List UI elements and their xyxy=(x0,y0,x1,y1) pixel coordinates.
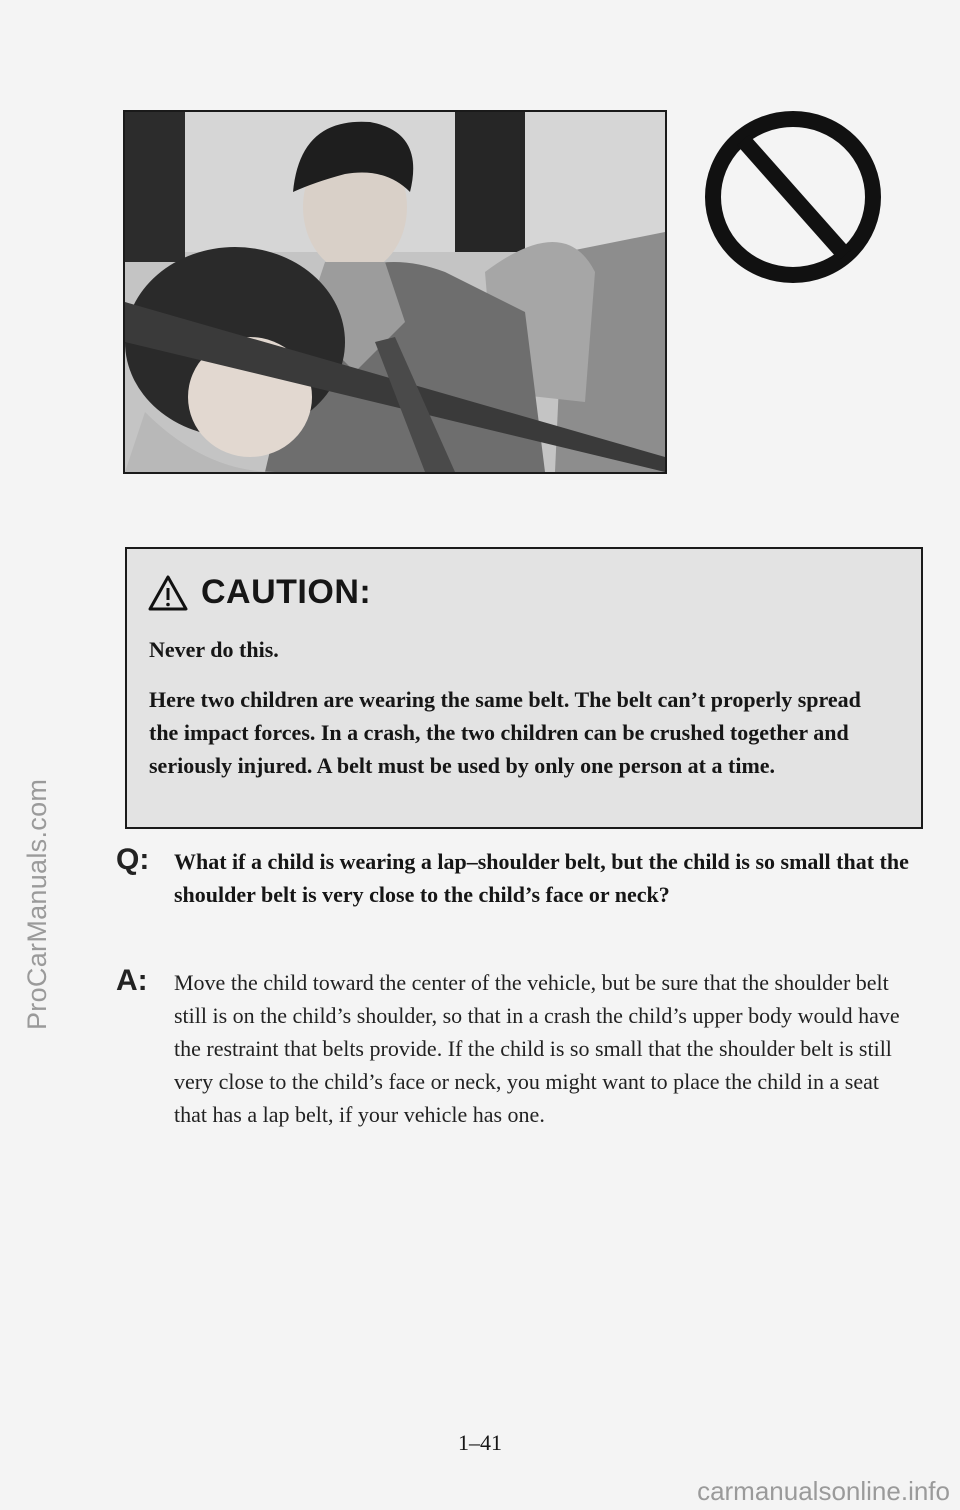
caution-body-text: Here two children are wearing the same belt. The belt can’t properly spread the impact forces. In a crash, the two children can be crushed together and seriously injured. A belt must be used by only one person at a time. xyxy=(149,687,861,778)
caution-header xyxy=(147,573,371,612)
question-label: Q: xyxy=(116,843,150,876)
caution-box xyxy=(125,547,923,829)
page-number: 1–41 xyxy=(458,1430,502,1455)
caution-never-text: Never do this. xyxy=(149,637,279,662)
watermark-carmanualsonline: carmanualsonline.info xyxy=(697,1476,950,1506)
prohibition-icon xyxy=(703,110,883,285)
caution-title: CAUTION: xyxy=(201,573,372,611)
answer-text: Move the child toward the center of the vehicle, but be sure that the shoulder belt still is on the child’s shoulder, so that in a crash the child’s upper body would have the restraint that belts provide. If the child is so small that the shoulder belt is still very close to the child’s face or neck, you might want to place the child in a seat that has a lap belt, if your vehicle has one. xyxy=(174,970,900,1127)
illustration-two-children-one-belt xyxy=(123,110,667,474)
watermark-procarmanuals: ProCarManuals.com xyxy=(22,778,52,1030)
answer-label: A: xyxy=(116,964,148,997)
warning-triangle-icon xyxy=(147,574,189,612)
question-text: What if a child is wearing a lap–shoulder belt, but the child is so small that the shoulder belt is very close to the child’s face or neck? xyxy=(174,849,909,907)
